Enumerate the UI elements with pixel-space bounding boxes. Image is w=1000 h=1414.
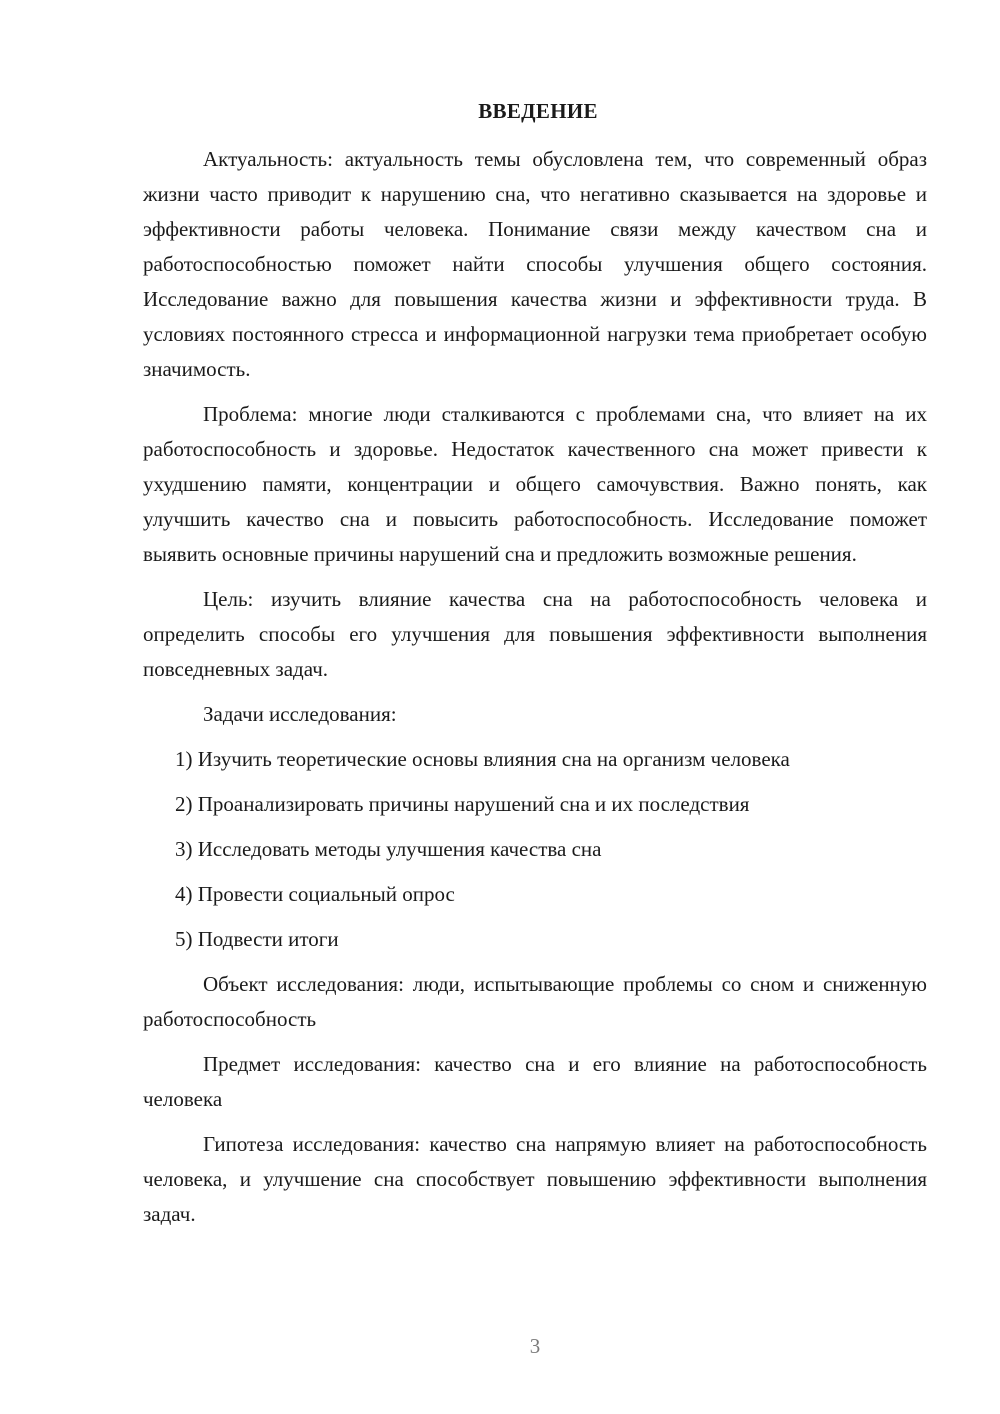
list-item: 3) Исследовать методы улучшения качества сна xyxy=(175,837,602,861)
relevance-paragraph: Актуальность: актуальность темы обусловлена тем, что современный образ жизни часто приводит к нарушению сна, что негативно сказывается на здоровье и эффективности работы человека. Понимание связи между качеством сна и работоспособностью поможет найти способы улучшения общего состояния. Исследование важно для повышения качества жизни и эффективности труда. В условиях постоянного стресса и информационной нагрузки тема приобретает особую значимость. xyxy=(143,147,927,381)
goal-paragraph: Цель: изучить влияние качества сна на работоспособность человека и определить способы его улучшения для повышения эффективности выполнения повседневных задач. xyxy=(143,587,927,681)
list-item: 1) Изучить теоретические основы влияния сна на организм человека xyxy=(175,747,790,771)
object-paragraph: Объект исследования: люди, испытывающие проблемы со сном и сниженную работоспособность xyxy=(143,972,927,1031)
list-item: 5) Подвести итоги xyxy=(175,927,339,951)
hypothesis-paragraph: Гипотеза исследования: качество сна напрямую влияет на работоспособность человека, и улучшение сна способствует повышению эффективности выполнения задач. xyxy=(143,1132,927,1226)
list-item: 4) Провести социальный опрос xyxy=(175,882,455,906)
problem-paragraph: Проблема: многие люди сталкиваются с проблемами сна, что влияет на их работоспособность и здоровье. Недостаток качественного сна может привести к ухудшению памяти, концентрации и общего самочувствия. Важно понять, как улучшить качество сна и повысить работоспособность. Исследование поможет выявить основные причины нарушений сна и предложить возможные решения. xyxy=(143,402,927,566)
tasks-list xyxy=(143,742,927,957)
tasks-heading: Задачи исследования: xyxy=(203,702,397,726)
page-content xyxy=(143,97,927,1242)
section-title: ВВЕДЕНИЕ xyxy=(478,99,598,123)
subject-paragraph: Предмет исследования: качество сна и его влияние на работоспособность человека xyxy=(143,1052,927,1111)
page-number: 3 xyxy=(529,1334,541,1358)
list-item: 2) Проанализировать причины нарушений сна и их последствия xyxy=(175,792,750,816)
